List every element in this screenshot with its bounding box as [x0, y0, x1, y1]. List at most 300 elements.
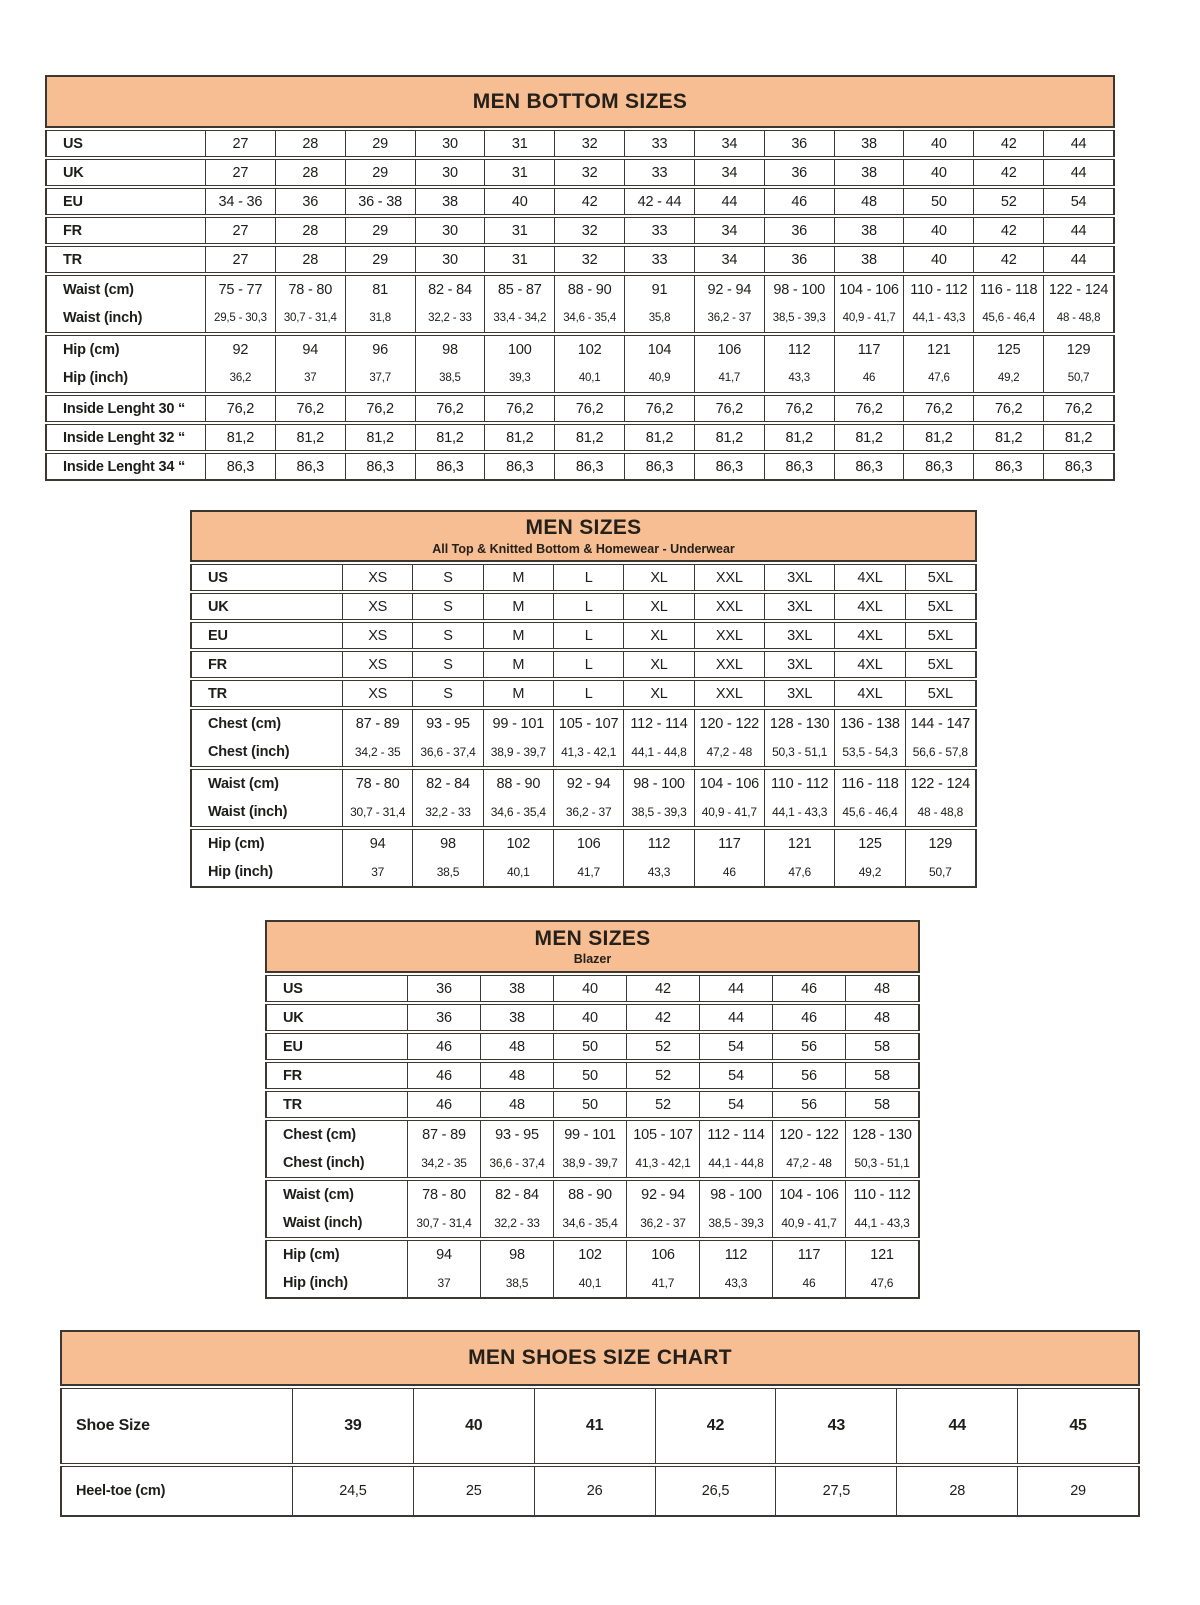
cell-value: 86,3 — [575, 458, 604, 475]
cell-value: 104 - 106 — [779, 1187, 839, 1203]
table-cell — [484, 189, 554, 214]
cell-value: XS — [368, 656, 388, 673]
cell-value: 31 — [511, 222, 528, 239]
table-header — [265, 920, 920, 973]
table-cell — [973, 425, 1043, 450]
cell-value: 92 - 94 — [566, 776, 611, 792]
table-cell — [415, 160, 485, 185]
cell-value: 38 — [861, 164, 877, 181]
row-label: TR — [283, 1096, 302, 1113]
cell-value: 48 — [861, 193, 877, 210]
table-cell — [764, 623, 834, 648]
cell-value: 26 — [586, 1483, 603, 1499]
table-cell — [483, 770, 553, 826]
cell-value: 27,5 — [822, 1483, 851, 1499]
cell-value: 38,5 - 39,3 — [708, 1216, 764, 1230]
cell-value: 36 - 38 — [358, 193, 402, 210]
cell-value: L — [584, 569, 593, 586]
table-cell — [624, 218, 694, 243]
table-cell — [483, 623, 553, 648]
table-cell — [412, 594, 482, 619]
cell-value: 40,9 - 41,7 — [842, 312, 896, 324]
cell-value: 35,8 — [648, 312, 671, 324]
cell-value: 39 — [344, 1417, 362, 1434]
table-row — [190, 651, 977, 678]
table-row — [190, 709, 977, 767]
table-cell — [407, 1092, 480, 1117]
table-cell — [655, 1389, 776, 1463]
table-cell — [1043, 247, 1113, 272]
row-label: Chest (inch) — [208, 744, 290, 760]
cell-value: 116 - 118 — [841, 776, 899, 792]
cell-value: 81 — [372, 282, 388, 298]
table-cell — [345, 218, 415, 243]
table-cell — [483, 830, 553, 886]
cell-value: 54 — [728, 1067, 744, 1084]
table-cell — [415, 454, 485, 479]
cell-value: 30 — [442, 251, 458, 268]
table-cell — [1043, 189, 1113, 214]
row-label: UK — [63, 164, 84, 181]
table-cell — [480, 1005, 553, 1030]
cell-value: 44 — [728, 980, 744, 997]
table-cell — [624, 247, 694, 272]
cell-value: 81,2 — [925, 429, 953, 446]
table-cell — [205, 247, 275, 272]
row-label-cell — [47, 189, 205, 214]
table-cell — [415, 425, 485, 450]
cell-value: 102 — [506, 836, 531, 852]
cell-value: 48 - 48,8 — [917, 805, 964, 819]
row-label-cell — [192, 681, 342, 706]
table-cell — [764, 830, 834, 886]
cell-value: 86,3 — [925, 458, 953, 475]
cell-value: 106 — [576, 836, 601, 852]
table-cell — [623, 652, 693, 677]
table-cell — [1043, 454, 1113, 479]
table-cell — [534, 1467, 655, 1515]
row-label: Waist (cm) — [208, 776, 279, 792]
cell-value: 46 — [722, 865, 736, 879]
cell-value: 85 - 87 — [497, 282, 542, 298]
table-cell — [699, 1005, 772, 1030]
cell-value: 44 — [1070, 135, 1087, 152]
cell-value: 41,7 — [651, 1276, 675, 1290]
cell-value: 43,3 — [647, 865, 671, 879]
cell-value: 76,2 — [366, 400, 394, 417]
cell-value: 52 — [1000, 193, 1017, 210]
row-label: Inside Lenght 30 “ — [63, 400, 186, 417]
cell-value: XXL — [715, 598, 743, 615]
cell-value: 129 — [1066, 342, 1091, 358]
table-cell — [834, 396, 904, 421]
row-label: FR — [63, 222, 82, 239]
cell-value: 40 — [465, 1417, 483, 1434]
cell-value: 46 — [862, 372, 876, 384]
table-cell — [699, 1092, 772, 1117]
cell-value: 46 — [436, 1067, 452, 1084]
table-cell — [1017, 1389, 1138, 1463]
table-cell — [905, 565, 975, 590]
row-label: US — [63, 135, 83, 152]
cell-value: 5XL — [927, 598, 953, 615]
table-row — [265, 975, 920, 1002]
cell-value: 86,3 — [1064, 458, 1093, 475]
table-row — [265, 1033, 920, 1060]
cell-value: 117 — [857, 342, 881, 358]
row-label: US — [208, 569, 228, 586]
cell-value: 41,7 — [718, 372, 741, 384]
cell-value: 30 — [442, 222, 458, 239]
row-label: Inside Lenght 34 “ — [63, 458, 186, 475]
table-cell — [342, 770, 412, 826]
table-cell — [772, 1121, 845, 1177]
table-cell — [699, 1241, 772, 1297]
cell-value: XXL — [715, 627, 743, 644]
cell-value: 121 — [870, 1247, 894, 1263]
cell-value: 29 — [372, 164, 388, 181]
table-cell — [345, 131, 415, 156]
cell-value: 125 — [996, 342, 1021, 358]
table-cell — [834, 710, 904, 766]
cell-value: XL — [650, 627, 668, 644]
table-cell — [484, 336, 554, 392]
cell-value: 112 — [724, 1247, 748, 1263]
cell-value: 42 — [1000, 135, 1017, 152]
cell-value: 39,3 — [509, 372, 531, 384]
row-label-cell — [267, 1034, 407, 1059]
table-cell — [345, 276, 415, 332]
cell-value: 34,6 - 35,4 — [562, 1216, 618, 1230]
cell-value: 5XL — [927, 685, 953, 702]
table-body — [45, 130, 1115, 481]
row-label-cell — [47, 454, 205, 479]
table-cell — [345, 454, 415, 479]
cell-value: 38 — [442, 193, 458, 210]
table-cell — [292, 1389, 413, 1463]
cell-value: 40 — [582, 980, 598, 997]
cell-value: 38 — [509, 980, 525, 997]
row-label-cell — [192, 770, 342, 826]
cell-value: 45 — [1069, 1417, 1087, 1434]
row-label-cell — [267, 1241, 407, 1297]
table-cell — [407, 1005, 480, 1030]
cell-value: 94 — [302, 342, 319, 358]
table-cell — [764, 594, 834, 619]
cell-value: 81,2 — [366, 429, 394, 446]
cell-value: 44,1 - 43,3 — [854, 1216, 910, 1230]
cell-value: 27 — [232, 164, 249, 181]
table-cell — [623, 710, 693, 766]
table-cell — [764, 565, 834, 590]
table-cell — [764, 336, 834, 392]
table-cell — [903, 454, 973, 479]
table-cell — [412, 681, 482, 706]
cell-value: XXL — [715, 656, 743, 673]
table-cell — [905, 681, 975, 706]
cell-value: 49,2 — [858, 865, 882, 879]
table-cell — [275, 425, 345, 450]
cell-value: 50 — [582, 1096, 598, 1113]
cell-value: 36 — [791, 164, 808, 181]
cell-value: 41,3 - 42,1 — [635, 1156, 691, 1170]
cell-value: 93 - 95 — [426, 716, 470, 732]
table-cell — [973, 276, 1043, 332]
cell-value: 98 — [440, 836, 456, 852]
table-cell — [415, 247, 485, 272]
table-cell — [772, 1181, 845, 1237]
table-cell — [553, 565, 623, 590]
table-cell — [694, 681, 764, 706]
table-cell — [764, 710, 834, 766]
cell-value: 45,6 - 46,4 — [842, 805, 898, 819]
table-cell — [973, 247, 1043, 272]
cell-value: 92 - 94 — [641, 1187, 685, 1203]
table-cell — [764, 131, 834, 156]
cell-value: 81,2 — [785, 429, 813, 446]
table-cell — [624, 454, 694, 479]
table-subtitle: All Top & Knitted Bottom & Homewear - Underwear — [432, 541, 735, 556]
cell-value: 4XL — [857, 598, 883, 615]
table-cell — [407, 1121, 480, 1177]
table-cell — [624, 276, 694, 332]
cell-value: 30 — [442, 135, 458, 152]
cell-value: 48 — [509, 1038, 525, 1055]
table-cell — [623, 623, 693, 648]
cell-value: 36,6 - 37,4 — [420, 745, 476, 759]
table-cell — [480, 1121, 553, 1177]
cell-value: 44 — [728, 1009, 744, 1026]
table-cell — [834, 131, 904, 156]
cell-value: 48 — [874, 1009, 890, 1026]
cell-value: 46 — [801, 1009, 817, 1026]
cell-value: 32,2 - 33 — [494, 1216, 540, 1230]
table-cell — [896, 1467, 1017, 1515]
table-cell — [626, 1121, 699, 1177]
cell-value: 128 - 130 — [852, 1127, 912, 1143]
cell-value: S — [443, 627, 453, 644]
cell-value: 34,2 - 35 — [354, 745, 401, 759]
table-cell — [415, 396, 485, 421]
table-cell — [205, 160, 275, 185]
table-cell — [896, 1389, 1017, 1463]
cell-value: 116 - 118 — [980, 282, 1038, 298]
table-cell — [275, 189, 345, 214]
table-cell — [275, 396, 345, 421]
table-cell — [699, 1034, 772, 1059]
cell-value: 129 — [928, 836, 953, 852]
table-cell — [694, 247, 764, 272]
table-cell — [205, 454, 275, 479]
cell-value: 31 — [511, 251, 528, 268]
cell-value: 4XL — [857, 685, 883, 702]
cell-value: 76,2 — [995, 400, 1023, 417]
cell-value: 46 — [801, 980, 817, 997]
cell-value: 4XL — [857, 656, 883, 673]
table-cell — [345, 247, 415, 272]
cell-value: 27 — [232, 135, 249, 152]
row-label: UK — [283, 1009, 304, 1026]
cell-value: 76,2 — [296, 400, 324, 417]
table-cell — [1043, 336, 1113, 392]
table-cell — [342, 652, 412, 677]
cell-value: 52 — [655, 1096, 671, 1113]
table-cell — [903, 131, 973, 156]
cell-value: 38,5 - 39,3 — [631, 805, 687, 819]
cell-value: 98 — [442, 342, 458, 358]
table-cell — [623, 565, 693, 590]
table-cell — [342, 710, 412, 766]
cell-value: 78 - 80 — [422, 1187, 466, 1203]
cell-value: 41,3 - 42,1 — [561, 745, 617, 759]
cell-value: 136 - 138 — [840, 716, 900, 732]
cell-value: 53,5 - 54,3 — [842, 745, 898, 759]
table-title: MEN BOTTOM SIZES — [472, 89, 688, 113]
cell-value: 4XL — [857, 627, 883, 644]
cell-value: XL — [650, 685, 668, 702]
row-label-cell — [267, 1121, 407, 1177]
row-label-cell — [267, 976, 407, 1001]
cell-value: 88 - 90 — [568, 1187, 612, 1203]
table-cell — [1043, 160, 1113, 185]
cell-value: XL — [650, 656, 668, 673]
cell-value: 47,2 - 48 — [786, 1156, 832, 1170]
table-cell — [480, 1034, 553, 1059]
cell-value: 32 — [581, 222, 598, 239]
table-cell — [845, 1121, 918, 1177]
table-cell — [694, 336, 764, 392]
cell-value: 86,3 — [366, 458, 394, 475]
cell-value: 38 — [861, 135, 877, 152]
cell-value: 40 — [931, 222, 947, 239]
cell-value: 58 — [874, 1038, 890, 1055]
table-cell — [483, 652, 553, 677]
table-cell — [415, 276, 485, 332]
table-cell — [275, 336, 345, 392]
cell-value: 88 - 90 — [496, 776, 541, 792]
table-cell — [484, 276, 554, 332]
table-cell — [554, 276, 624, 332]
table-cell — [775, 1467, 896, 1515]
table-cell — [903, 396, 973, 421]
table-cell — [275, 276, 345, 332]
row-label: Chest (cm) — [283, 1127, 356, 1143]
table-cell — [342, 623, 412, 648]
table-row — [265, 1120, 920, 1178]
table-cell — [772, 1005, 845, 1030]
cell-value: 81,2 — [575, 429, 604, 446]
table-cell — [845, 1181, 918, 1237]
table-cell — [553, 710, 623, 766]
cell-value: 81,2 — [715, 429, 744, 446]
table-cell — [834, 336, 904, 392]
cell-value: 81,2 — [296, 429, 324, 446]
cell-value: 91 — [651, 282, 668, 298]
cell-value: 46 — [802, 1276, 816, 1290]
cell-value: 87 - 89 — [422, 1127, 466, 1143]
cell-value: L — [584, 656, 593, 673]
table-cell — [694, 425, 764, 450]
table-cell — [699, 1063, 772, 1088]
cell-value: 105 - 107 — [633, 1127, 693, 1143]
cell-value: 76,2 — [506, 400, 534, 417]
table-cell — [553, 1092, 626, 1117]
table-cell — [973, 218, 1043, 243]
cell-value: 58 — [874, 1096, 890, 1113]
cell-value: 40 — [582, 1009, 598, 1026]
cell-value: 37 — [437, 1276, 451, 1290]
cell-value: 33 — [651, 222, 668, 239]
table-title: MEN SHOES SIZE CHART — [468, 1346, 732, 1370]
table-cell — [205, 336, 275, 392]
cell-value: 31,8 — [369, 312, 391, 324]
table-header — [190, 510, 977, 562]
cell-value: 44,1 - 43,3 — [772, 805, 828, 819]
table-cell — [413, 1467, 534, 1515]
table-cell — [905, 830, 975, 886]
cell-value: 4XL — [857, 569, 883, 586]
table-cell — [772, 1034, 845, 1059]
table-cell — [694, 131, 764, 156]
cell-value: 42 — [1000, 251, 1017, 268]
table-cell — [764, 454, 834, 479]
table-cell — [553, 594, 623, 619]
cell-value: 122 - 124 — [1048, 282, 1109, 298]
row-label-cell — [192, 623, 342, 648]
table-row — [45, 275, 1115, 333]
cell-value: 36,2 - 37 — [707, 312, 752, 324]
cell-value: 47,2 - 48 — [706, 745, 753, 759]
cell-value: 76,2 — [436, 400, 464, 417]
table-cell — [775, 1389, 896, 1463]
row-label: EU — [208, 627, 228, 644]
table-cell — [973, 336, 1043, 392]
cell-value: 41 — [585, 1417, 604, 1434]
cell-value: 120 - 122 — [699, 716, 760, 732]
table-cell — [275, 160, 345, 185]
cell-value: 40 — [931, 135, 947, 152]
cell-value: 38 — [861, 251, 877, 268]
cell-value: 54 — [728, 1096, 744, 1113]
cell-value: 3XL — [787, 569, 813, 586]
cell-value: 76,2 — [855, 400, 883, 417]
table-title: MEN SIZES — [525, 516, 642, 540]
table-row — [45, 159, 1115, 186]
cell-value: 104 - 106 — [699, 776, 760, 792]
table-cell — [407, 1241, 480, 1297]
cell-value: 38 — [509, 1009, 525, 1026]
table-cell — [480, 1092, 553, 1117]
table-cell — [694, 594, 764, 619]
table-cell — [554, 160, 624, 185]
cell-value: S — [443, 656, 453, 673]
cell-value: 47,6 — [870, 1276, 894, 1290]
table-cell — [484, 131, 554, 156]
table-cell — [973, 189, 1043, 214]
cell-value: 30 — [442, 164, 458, 181]
table-cell — [903, 276, 973, 332]
table-cell — [412, 830, 482, 886]
cell-value: 37,7 — [369, 372, 391, 384]
cell-value: 29 — [372, 251, 388, 268]
table-cell — [834, 454, 904, 479]
cell-value: 76,2 — [785, 400, 813, 417]
row-label: US — [283, 980, 303, 997]
table-cell — [834, 218, 904, 243]
table-body — [265, 975, 920, 1299]
cell-value: 44 — [948, 1417, 966, 1434]
table-cell — [554, 218, 624, 243]
